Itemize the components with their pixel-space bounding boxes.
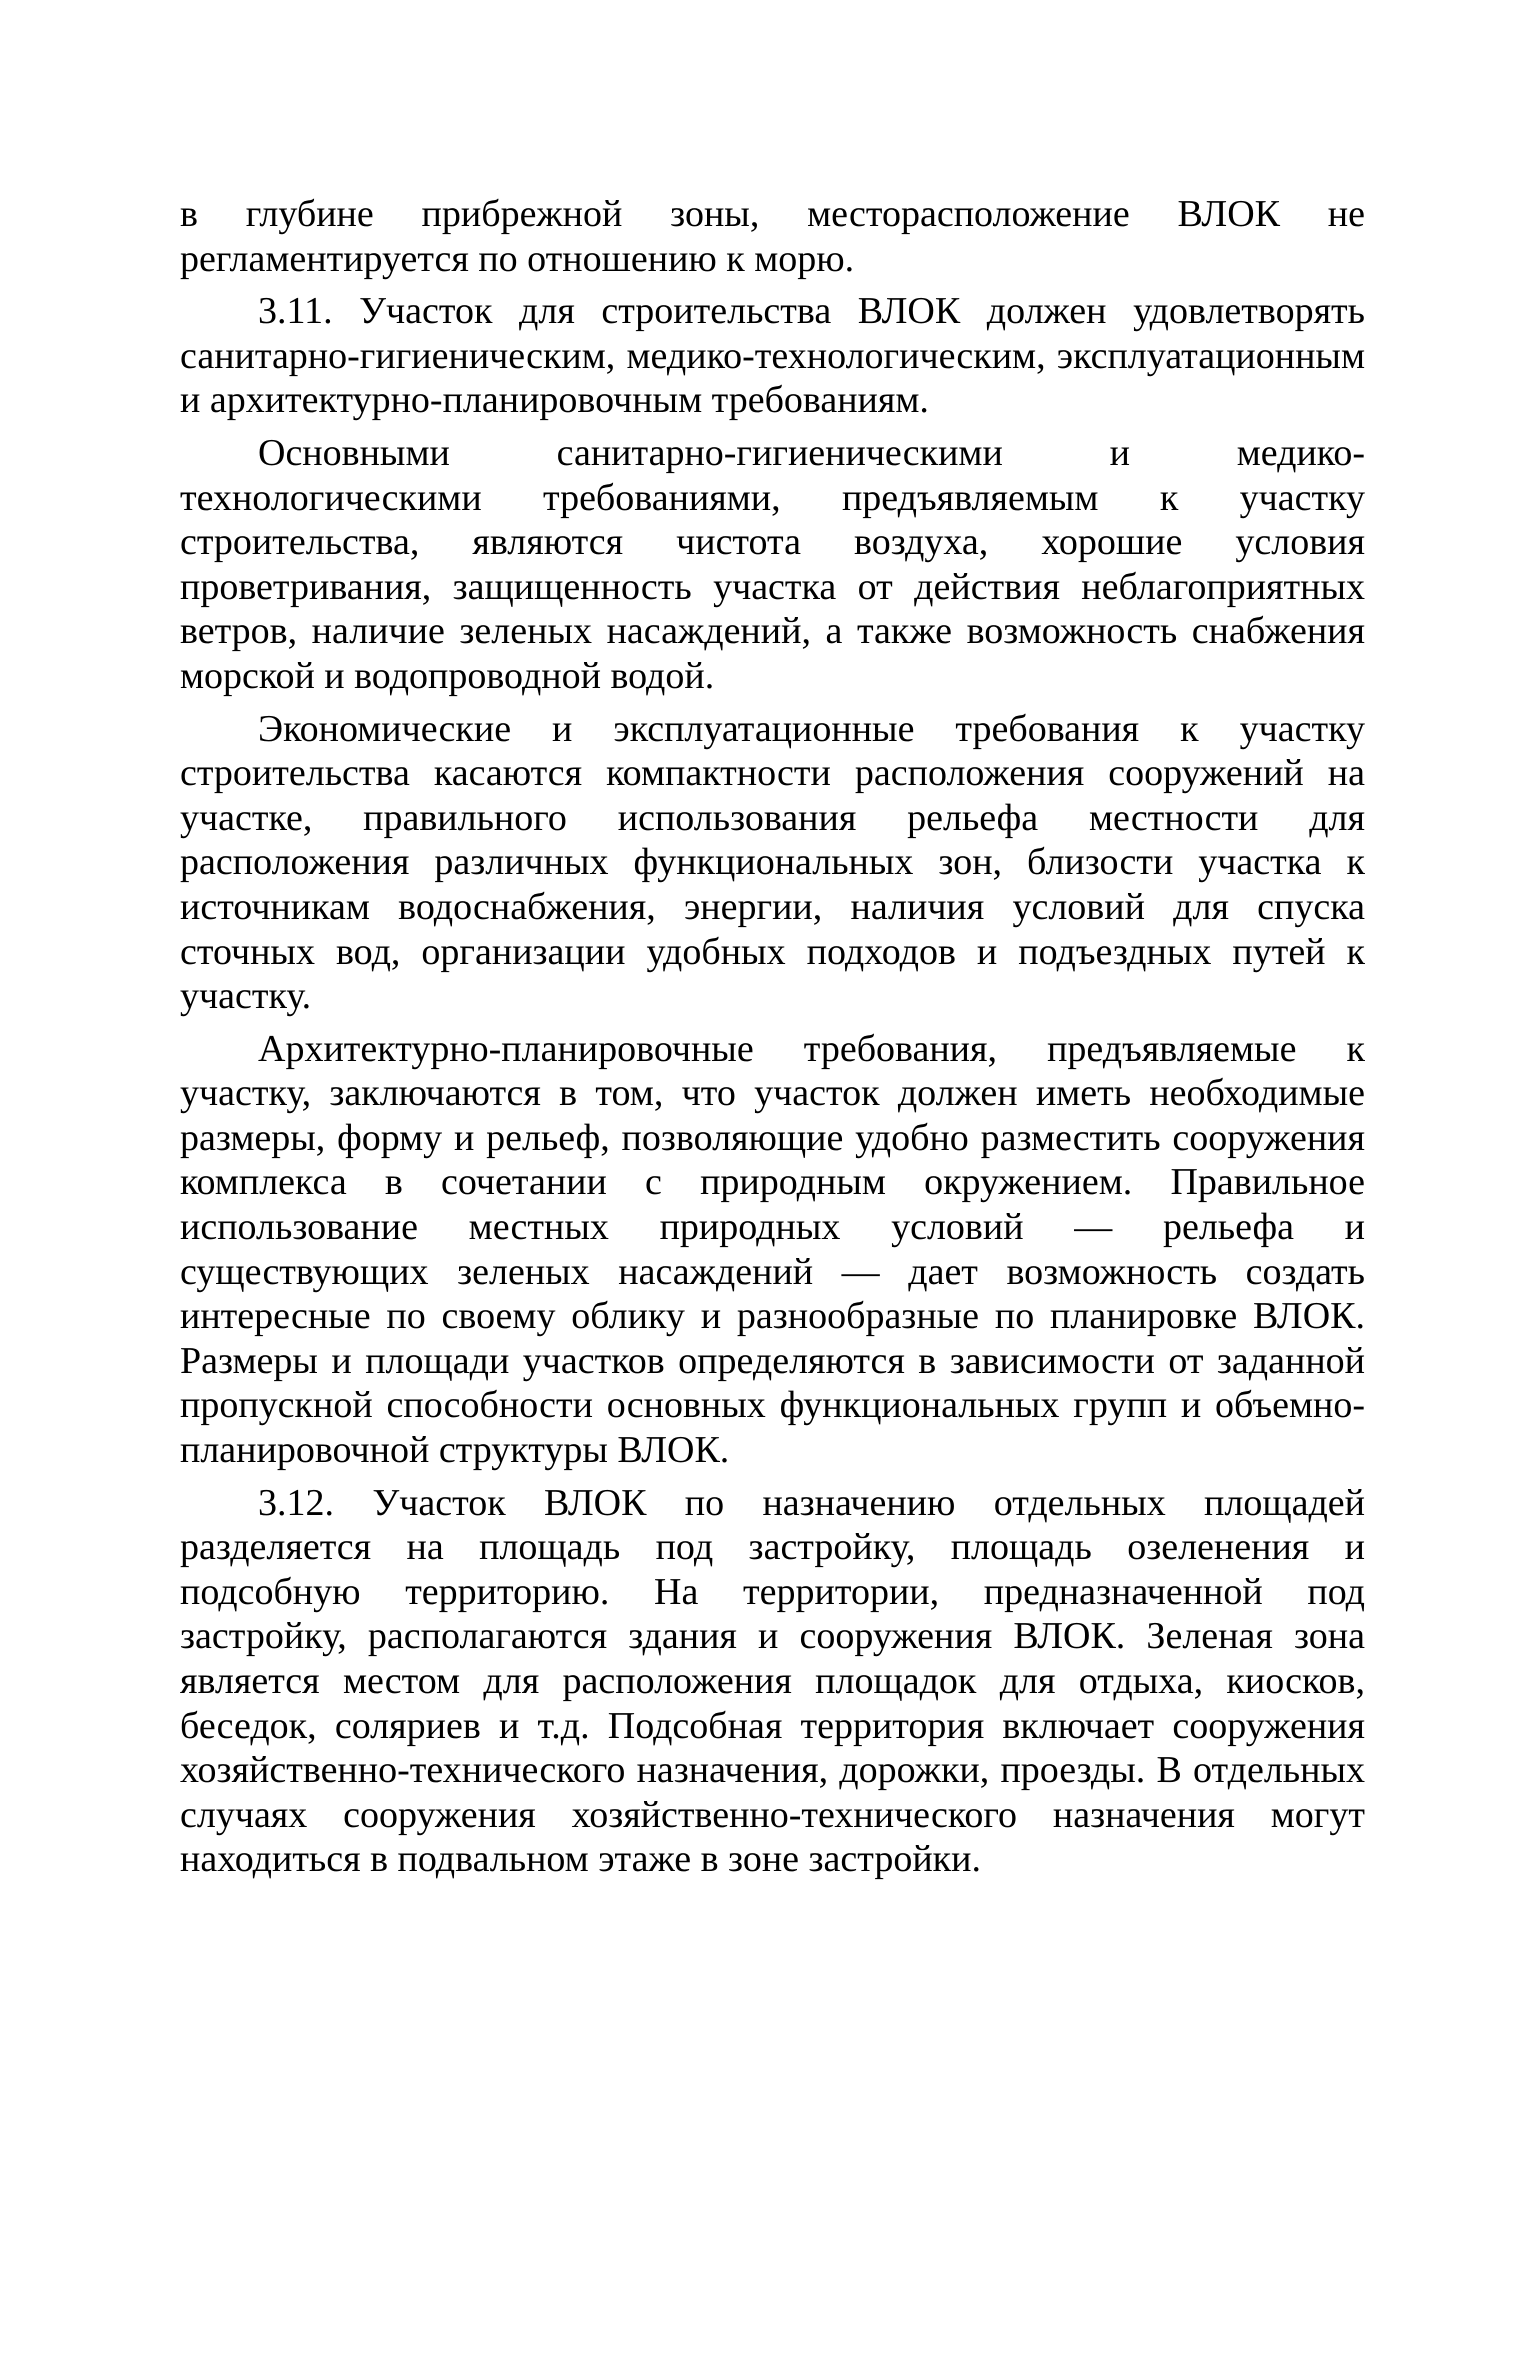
paragraph-text: Основными санитарно-гигиеническими и медико-технологическими требованиями, предъявляемым к участку строительства, являются чистота воздуха, хорошие условия проветривания, защищенность участка от действия неблагоприятных ветров, наличие зеленых насаждений, а также возможность снабжения морской и водопроводной водой. <box>180 431 1365 697</box>
paragraph-text: Участок для строительства ВЛОК должен удовлетворять санитарно-гигиеническим, медико-технологическим, эксплуатационным и архитектурно-планировочным требованиям. <box>180 290 1365 422</box>
paragraph-text: Участок ВЛОК по назначению отдельных площадей разделяется на площадь под застройку, площадь озеленения и подсобную территорию. На территории, предназначенной под застройку, располагаются здания и сооружения ВЛОК. Зеленая зона является местом для расположения площадок для отдыха, киосков, беседок, соляриев и т.д. Подсобная территория включает сооружения хозяйственно-технического назначения, дорожки, проезды. В отдельных случаях сооружения хозяйственно-технического назначения могут находиться в подвальном этаже в зоне застройки. <box>180 1481 1365 1881</box>
section-number: 3.12. <box>258 1481 334 1524</box>
paragraph-3-11 <box>180 289 1365 423</box>
paragraph-architectural-requirements <box>180 1027 1365 1473</box>
paragraph-economic-requirements <box>180 707 1365 1019</box>
paragraph-sanitary-requirements <box>180 431 1365 699</box>
section-number: 3.11. <box>258 290 333 333</box>
paragraph-text: Архитектурно-планировочные требования, предъявляемые к участку, заключаются в том, что участок должен иметь необходимые размеры, форму и рельеф, позволяющие удобно разместить сооружения комплекса в сочетании с природным окружением. Правильное использование местных природных условий — рельефа и существующих зеленых насаждений — дает возможность создать интересные по своему облику и разнообразные по планировке ВЛОК. Размеры и площади участков определяются в зависимости от заданной пропускной способности основных функциональных групп и объемно-планировочной структуры ВЛОК. <box>180 1027 1365 1472</box>
paragraph-text: Экономические и эксплуатационные требования к участку строительства касаются компактности расположения сооружений на участке, правильного использования рельефа местности для расположения различных функциональных зон, близости участка к источникам водоснабжения, энергии, наличия условий для спуска сточных вод, организации удобных подходов и подъездных путей к участку. <box>180 707 1365 1018</box>
paragraph-continuation <box>180 192 1365 281</box>
paragraph-3-12 <box>180 1481 1365 1882</box>
paragraph-text: в глубине прибрежной зоны, месторасположение ВЛОК не регламентируется по отношению к морю. <box>180 193 1365 280</box>
document-page <box>180 192 1365 1882</box>
